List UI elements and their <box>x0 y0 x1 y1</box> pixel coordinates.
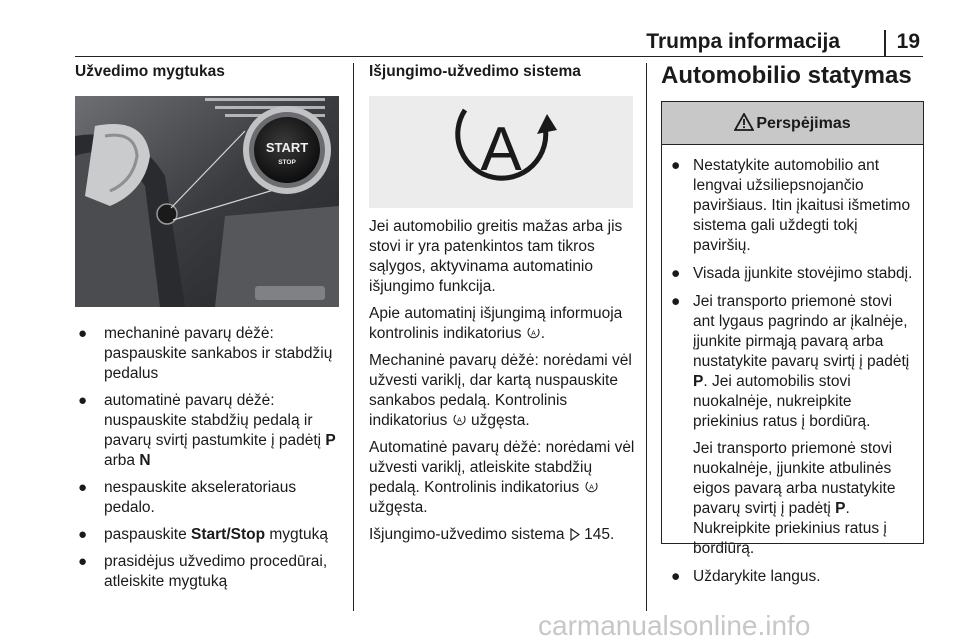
column-start-button <box>75 62 340 599</box>
list-item: ● mechaninė pavarų dėžė: paspauskite sankabos ir stabdžių pedalus <box>78 325 333 382</box>
cross-reference[interactable]: Išjungimo-užvedimo sistema 145. <box>369 526 615 543</box>
column-divider-2 <box>646 63 647 611</box>
start-label: START <box>265 140 309 155</box>
svg-text:A: A <box>530 330 536 338</box>
autostop-indicator-icon <box>526 325 541 340</box>
autostop-indicator-illustration <box>369 96 633 208</box>
warning-triangle-icon <box>734 113 754 131</box>
warning-header <box>662 102 923 145</box>
section-heading-start-button: Užvedimo mygtukas <box>75 63 225 80</box>
page-reference-arrow-icon <box>569 528 580 541</box>
column-parking <box>661 62 924 585</box>
column-stop-start-system <box>369 62 635 545</box>
list-item: ● nespauskite akseleratoriaus pedalo. <box>78 479 297 516</box>
autostop-icon <box>369 96 633 208</box>
paragraph: Apie automatinį išjungimą informuoja kontrolinis indikatorius A . <box>369 305 623 342</box>
list-item: ● Nestatykite automobilio ant lengvai užsiliepsnojančio paviršiaus. Itin įkaitusi išmetimo sistema gali uždegti tokį paviršių. <box>671 157 911 254</box>
list-item: ● Visada įjunkite stovėjimo stabdį. <box>671 265 913 282</box>
page-number: 19 <box>896 30 920 53</box>
warning-box <box>661 101 924 585</box>
autostop-indicator-icon <box>452 412 467 427</box>
warning-title: Perspėjimas <box>756 115 851 132</box>
list-item: ● Uždarykite langus. <box>671 568 821 585</box>
header-rule <box>75 56 923 57</box>
stop-label: STOP <box>278 159 296 166</box>
section-heading-stop-start: Išjungimo-užvedimo sistema <box>369 63 581 80</box>
svg-text:A: A <box>456 417 462 425</box>
list-item: ● automatinė pavarų dėžė: nuspauskite stabdžių pedalą ir pavarų svirtį pastumkite į padėtį P arba N <box>78 392 336 469</box>
running-title: Trumpa informacija <box>646 30 840 53</box>
paragraph: Jei automobilio greitis mažas arba jis stovi ir yra patenkintos tam tikros sąlygos, aktyvinama automatinio išjungimo funkcija. <box>369 218 623 295</box>
warning-body <box>662 145 923 587</box>
sub-paragraph: Jei transporto priemonė stovi nuokalnėje, įjunkite atbulinės eigos pavarą arba nustatykite pavarų svirtį į padėtį P. Nukreipkite priekinius ratus į bordiūrą. <box>693 440 896 557</box>
svg-text:A: A <box>588 484 594 492</box>
start-procedure-list <box>75 324 340 592</box>
paragraph: Mechaninė pavarų dėžė: norėdami vėl užvesti variklį, dar kartą nuspauskite sankabos pedalą. Kontrolinis indikatorius A užgęsta. <box>369 352 632 429</box>
page-header <box>0 30 960 58</box>
header-tick <box>884 30 886 57</box>
parking-instructions-list <box>670 156 915 587</box>
list-item: ● Jei transporto priemonė stovi ant lygaus pagrindo ar įkalnėje, įjunkite pirmąją pavarą arba nustatykite pavarų svirtį į padėtį P. Jei automobilis stovi nuokalnėje, nukreipkite priekinius ratus į bordiūrą. Jei transporto priemonė stovi nuokalnėje, įjunkite atbulinės eigos pavarą arba nustatykite pavarų svirtį į padėtį P. Nukreipkite priekinius ratus į bordiūrą. <box>670 292 915 559</box>
paragraph: Automatinė pavarų dėžė: norėdami vėl užvesti variklį, atleiskite stabdžių pedalą. Kontrolinis indikatorius A užgęsta. <box>369 439 635 516</box>
column-divider-1 <box>353 63 354 611</box>
dashboard-illustration <box>75 96 339 307</box>
watermark: carmanualsonline.info <box>538 610 811 641</box>
autostop-letter: A <box>480 115 522 184</box>
autostop-indicator-icon <box>584 479 599 494</box>
section-heading-parking: Automobilio statymas <box>661 62 912 89</box>
list-item: ● paspauskite Start/Stop mygtuką <box>78 526 328 543</box>
list-item: ● prasidėjus užvedimo procedūrai, atleiskite mygtuką <box>78 553 328 590</box>
start-button-photo <box>75 96 339 307</box>
